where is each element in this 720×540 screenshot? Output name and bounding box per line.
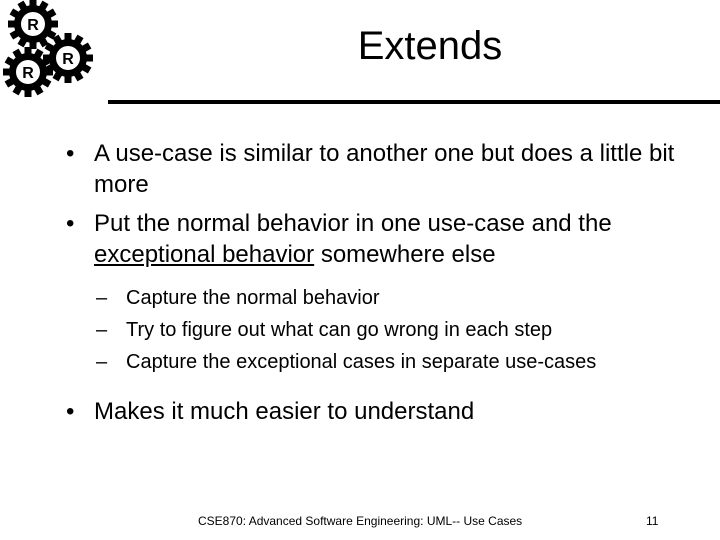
gears-logo <box>0 0 110 100</box>
bullet-text: somewhere else <box>314 241 496 268</box>
sub-bullet-text: Capture the exceptional cases in separate use-cases <box>126 351 597 373</box>
bullet-text: Put the normal behavior in one use-case and the <box>94 210 612 237</box>
gears-logo-icon <box>0 0 110 100</box>
bullet-marker: • <box>66 140 75 167</box>
sub-bullet-item <box>66 346 686 378</box>
bullet-item <box>66 208 686 270</box>
footer-course-label: CSE870: Advanced Software Engineering: UML-- Use Cases <box>198 514 523 528</box>
sub-bullet-item <box>66 314 686 346</box>
sub-bullet-text: Try to figure out what can go wrong in each step <box>126 319 553 341</box>
title-divider <box>108 100 720 104</box>
sub-bullet-marker: – <box>96 319 108 341</box>
bullet-item <box>66 396 686 427</box>
logo-letter: R <box>27 17 39 34</box>
slide-content <box>66 138 686 427</box>
page-number: 11 <box>646 514 659 528</box>
bullet-underlined-text: exceptional behavior <box>94 241 315 268</box>
sub-bullet-marker: – <box>96 287 108 309</box>
bullet-text: A use-case is similar to another one but does a little bit more <box>94 140 675 198</box>
bullet-marker: • <box>66 398 75 425</box>
sub-bullet-list <box>66 282 686 378</box>
bullet-item <box>66 138 686 200</box>
slide-title: Extends <box>357 24 503 68</box>
sub-bullet-item <box>66 282 686 314</box>
sub-bullet-text: Capture the normal behavior <box>126 287 380 309</box>
logo-letter: R <box>22 65 34 82</box>
bullet-text: Makes it much easier to understand <box>94 398 475 425</box>
sub-bullet-marker: – <box>96 351 108 373</box>
bullet-marker: • <box>66 210 75 237</box>
logo-letter: R <box>62 51 74 68</box>
